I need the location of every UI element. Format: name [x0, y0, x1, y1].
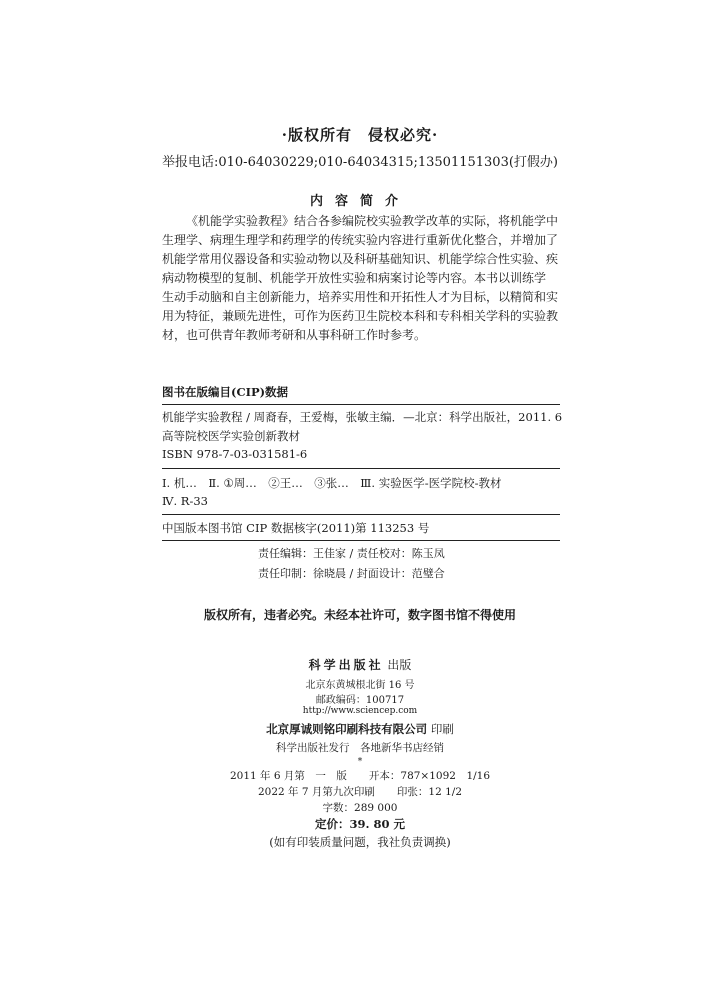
intro-line: 材，也可供青年教师考研和从事科研工作时参考。 — [162, 328, 427, 342]
cip-rule — [162, 514, 560, 515]
publisher-name: 科学出版社 — [308, 658, 384, 672]
cip-class-line-2: Ⅳ. R-33 — [162, 494, 208, 508]
report-phone-line: 举报电话:010-64030229;010-64034315;13501151303(打假办) — [161, 155, 558, 170]
intro-line: 《机能学实验教程》结合各参编院校实验教学改革的实际，将机能学中 — [186, 214, 559, 228]
intro-line: 生理学、病理生理学和药理学的传统实验内容进行重新优化整合，并增加了 — [162, 233, 559, 247]
edition-line — [0, 768, 720, 783]
printing-info: 2022 年 7 月第九次印刷 — [257, 786, 375, 798]
intro-paragraph — [162, 212, 560, 345]
cip-rule — [162, 468, 560, 469]
price: 定价：39. 80 元 — [314, 817, 406, 831]
star-separator: * — [357, 757, 363, 767]
rights-notice: 版权所有，违者必究。未经本社许可，数字图书馆不得使用 — [203, 608, 516, 622]
cip-series-line: 高等院校医学实验创新教材 — [162, 429, 300, 443]
publisher-postcode: 邮政编码：100717 — [315, 695, 405, 706]
intro-line: 病动物模型的复制、机能学开放性实验和病案讨论等内容。本书以训练学 — [162, 271, 547, 285]
distribution-line: 科学出版社发行 各地新华书店经销 — [276, 742, 444, 754]
publisher-suffix: 出版 — [383, 658, 412, 672]
intro-line: 机能学常用仪器设备和实验动物以及科研基础知识、机能学综合性实验、疾 — [162, 252, 559, 266]
printing-line — [0, 784, 720, 799]
cip-data-number-line: 中国版本图书馆 CIP 数据核字(2011)第 113253 号 — [162, 521, 430, 535]
publisher-address: 北京东黄城根北街 16 号 — [305, 680, 415, 691]
editors-line: 责任印制：徐晓晨 / 封面设计：范璧合 — [258, 567, 445, 580]
publisher-url: http://www.sciencep.com — [302, 706, 418, 716]
editors-block — [258, 544, 445, 584]
word-count: 字数：289 000 — [322, 802, 398, 814]
replace-notice: (如有印装质量问题，我社负责调换) — [269, 835, 451, 849]
intro-line: 用为特征，兼顾先进性，可作为医药卫生院校本科和专科相关学科的实验教 — [162, 309, 559, 323]
cip-rule — [162, 404, 560, 405]
intro-line: 生动手动脑和自主创新能力，培养实用性和开拓性人才为目标，以精简和实 — [162, 290, 559, 304]
printer-name: 北京厚诚则铭印刷科技有限公司 — [266, 722, 428, 736]
cip-class-line: Ⅰ. 机… Ⅱ. ①周… ②王… ③张… Ⅲ. 实验医学-医学院校-教材 — [162, 476, 502, 490]
sheet-count: 印张：12 1/2 — [396, 786, 463, 798]
copyright-title: ·版权所有 侵权必究· — [281, 126, 439, 144]
printer-suffix: 印刷 — [427, 722, 454, 736]
editors-line: 责任编辑：王佳家 / 责任校对：陈玉凤 — [258, 547, 445, 560]
format-size: 开本：787×1092 1/16 — [368, 770, 491, 782]
intro-heading: 内容简介 — [309, 194, 410, 209]
printer-line — [0, 721, 720, 737]
publisher-line — [0, 656, 720, 673]
cip-heading: 图书在版编目(CIP)数据 — [162, 385, 289, 399]
cip-rule — [162, 540, 560, 541]
first-edition: 2011 年 6 月第 一 版 — [229, 770, 347, 782]
cip-isbn-line: ISBN 978-7-03-031581-6 — [162, 447, 308, 461]
cip-title-line: 机能学实验教程 / 周裔春，王爱梅，张敏主编．—北京：科学出版社，2011. 6 — [162, 410, 563, 424]
